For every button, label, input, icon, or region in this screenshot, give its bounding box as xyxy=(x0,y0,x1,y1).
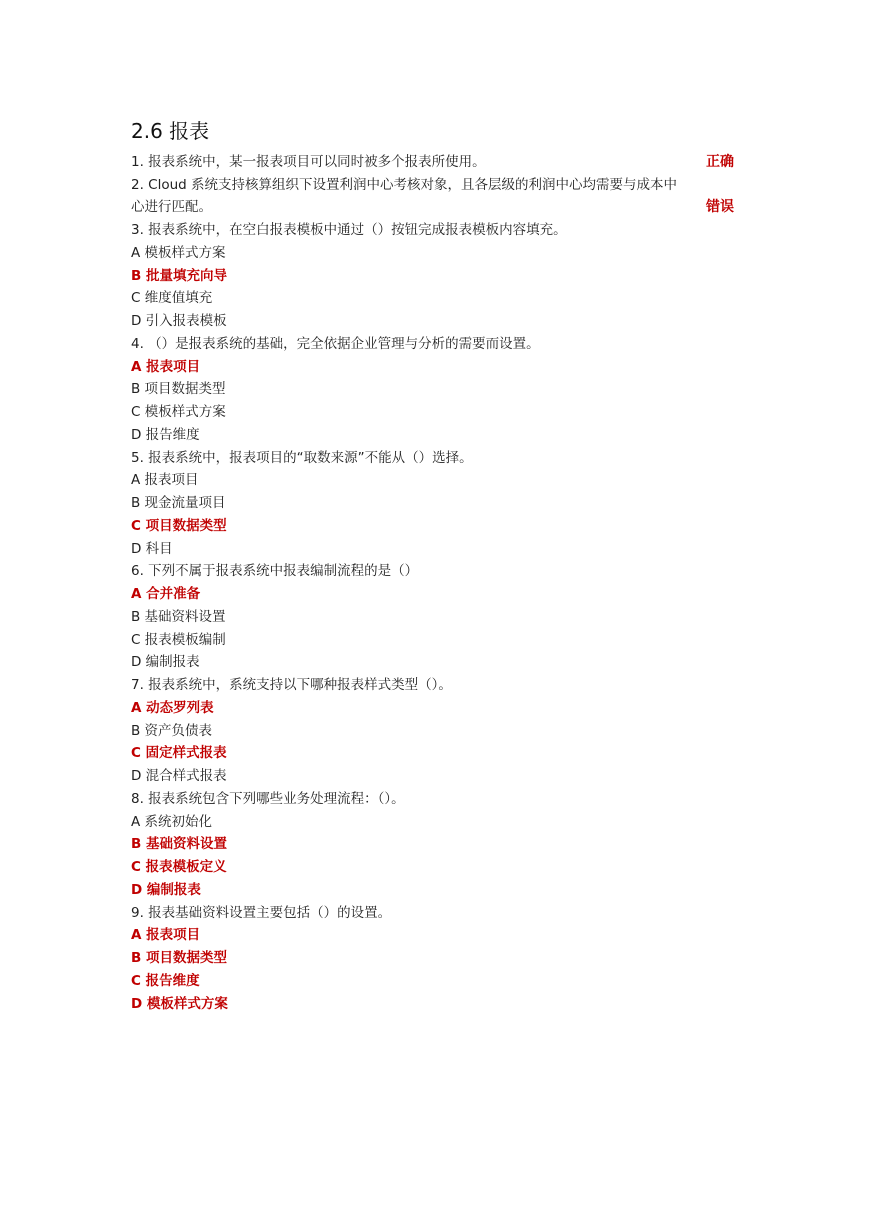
question-5: 5. 报表系统中，报表项目的“取数来源”不能从（）选择。 xyxy=(131,450,473,466)
q7-option-c: C 固定样式报表 xyxy=(131,745,227,761)
q6-option-b: B 基础资料设置 xyxy=(131,609,226,625)
q5-option-d: D 科目 xyxy=(131,541,173,557)
answer-2: 错误 xyxy=(706,199,734,215)
q5-option-b: B 现金流量项目 xyxy=(131,495,226,511)
q7-option-a: A 动态罗列表 xyxy=(131,700,214,716)
q6-option-c: C 报表模板编制 xyxy=(131,632,226,648)
question-7: 7. 报表系统中，系统支持以下哪种报表样式类型（）。 xyxy=(131,677,452,693)
q6-option-d: D 编制报表 xyxy=(131,654,200,670)
q4-option-a: A 报表项目 xyxy=(131,359,201,375)
question-3: 3. 报表系统中，在空白报表模板中通过（）按钮完成报表模板内容填充。 xyxy=(131,222,567,238)
q3-option-b: B 批量填充向导 xyxy=(131,268,227,284)
question-4: 4. （）是报表系统的基础，完全依据企业管理与分析的需要而设置。 xyxy=(131,336,540,352)
q9-option-a: A 报表项目 xyxy=(131,927,201,943)
q8-option-b: B 基础资料设置 xyxy=(131,836,227,852)
question-8: 8. 报表系统包含下列哪些业务处理流程：（）。 xyxy=(131,791,405,807)
section-title: 2.6 报表 xyxy=(131,119,210,143)
q4-option-c: C 模板样式方案 xyxy=(131,404,226,420)
question-1: 1. 报表系统中，某一报表项目可以同时被多个报表所使用。 xyxy=(131,154,486,170)
question-6: 6. 下列不属于报表系统中报表编制流程的是（） xyxy=(131,563,419,579)
q9-option-c: C 报告维度 xyxy=(131,973,200,989)
q5-option-a: A 报表项目 xyxy=(131,472,199,488)
q9-option-b: B 项目数据类型 xyxy=(131,950,227,966)
q8-option-d: D 编制报表 xyxy=(131,882,201,898)
q8-option-a: A 系统初始化 xyxy=(131,814,213,830)
question-2-line-1: 2. Cloud 系统支持核算组织下设置利润中心考核对象，且各层级的利润中心均需要与成本中 xyxy=(131,177,678,193)
question-9: 9. 报表基础资料设置主要包括（）的设置。 xyxy=(131,905,392,921)
answer-1: 正确 xyxy=(706,154,734,170)
q8-option-c: C 报表模板定义 xyxy=(131,859,227,875)
q3-option-c: C 维度值填充 xyxy=(131,290,213,306)
q3-option-a: A 模板样式方案 xyxy=(131,245,226,261)
q4-option-d: D 报告维度 xyxy=(131,427,200,443)
q4-option-b: B 项目数据类型 xyxy=(131,381,226,397)
q7-option-d: D 混合样式报表 xyxy=(131,768,227,784)
q3-option-d: D 引入报表模板 xyxy=(131,313,227,329)
q5-option-c: C 项目数据类型 xyxy=(131,518,227,534)
q6-option-a: A 合并准备 xyxy=(131,586,201,602)
q7-option-b: B 资产负债表 xyxy=(131,723,213,739)
question-2-line-2: 心进行匹配。 xyxy=(131,199,212,215)
q9-option-d: D 模板样式方案 xyxy=(131,996,228,1012)
